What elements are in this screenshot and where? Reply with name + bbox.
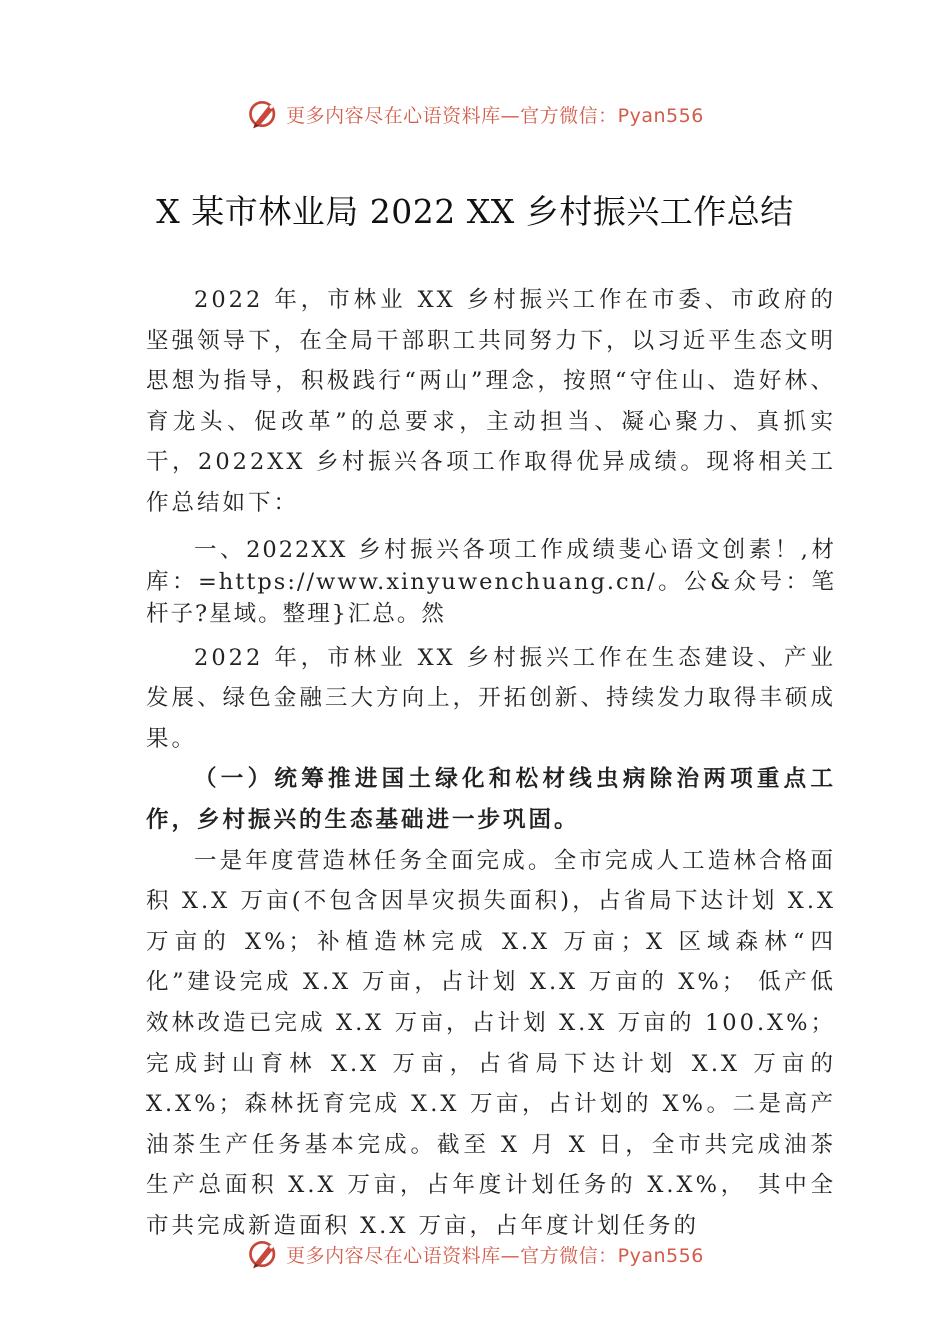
footer-banner [0, 1232, 950, 1276]
paragraph-intro: 2022 年，市林业 XX 乡村振兴工作在市委、市政府的坚强领导下，在全局干部职工共同努力下，以习近平生态文明思想为指导，积极践行“两山”理念，按照“守住山、造好林、育龙头、促改革”的总要求，主动担当、凝心聚力、真抓实干，2022XX 乡村振兴各项工作取得优异成绩。现将相关工作总结如下： [146, 287, 836, 516]
banner-text [286, 101, 704, 128]
banner-wechat-id: Pyan556 [617, 1244, 704, 1267]
banner-label: 更多内容尽在心语资料库—官方微信： [286, 1244, 618, 1267]
banner-wechat-id: Pyan556 [617, 104, 704, 127]
pen-logo-icon [246, 96, 282, 132]
document-title: X 某市林业局 2022 XX 乡村振兴工作总结 [156, 192, 794, 231]
paragraph-overview: 2022 年，市林业 XX 乡村振兴工作在生态建设、产业发展、绿色金融三大方向上，开拓创新、持续发力取得丰硕成果。 [146, 644, 836, 752]
paragraph-subheading: （一）统筹推进国土绿化和松材线虫病除治两项重点工作，乡村振兴的生态基础进一步巩固。 [146, 766, 836, 833]
paragraph-section-heading: 一、2022XX 乡村振兴各项工作成绩斐心语文创素！,材库：=https://www.xinyuwenchuang.cn/。公&众号：笔杆子?星域。整理}汇总。然 [146, 536, 836, 627]
header-banner [0, 92, 950, 136]
pen-logo-icon [246, 1236, 282, 1272]
banner-text [286, 1241, 704, 1268]
paragraph-detail: 一是年度营造林任务全面完成。全市完成人工造林合格面积 X.X 万亩(不包含因旱灾损失面积)，占省局下达计划 X.X 万亩的 X%；补植造林完成 X.X 万亩；X 区域森林“四化”建设完成 X.X 万亩，占计划 X.X 万亩的 X%； 低产低效林改造已完成 X.X 万亩，占计划 X.X 万亩的 100.X%；完成封山育林 X.X 万亩，占省局下达计划 X.X 万亩的 X.X%；森林抚育完成 X.X 万亩，占计划的 X%。二是高产油茶生产任务基本完成。截至 X 月 X 日，全市共完成油茶生产总面积 X.X 万亩，占年度计划任务的 X.X%， 其中全市共完成新造面积 X.X 万亩，占年度计划任务的 [146, 847, 836, 1239]
document-body [146, 280, 836, 1246]
banner-label: 更多内容尽在心语资料库—官方微信： [286, 104, 618, 127]
